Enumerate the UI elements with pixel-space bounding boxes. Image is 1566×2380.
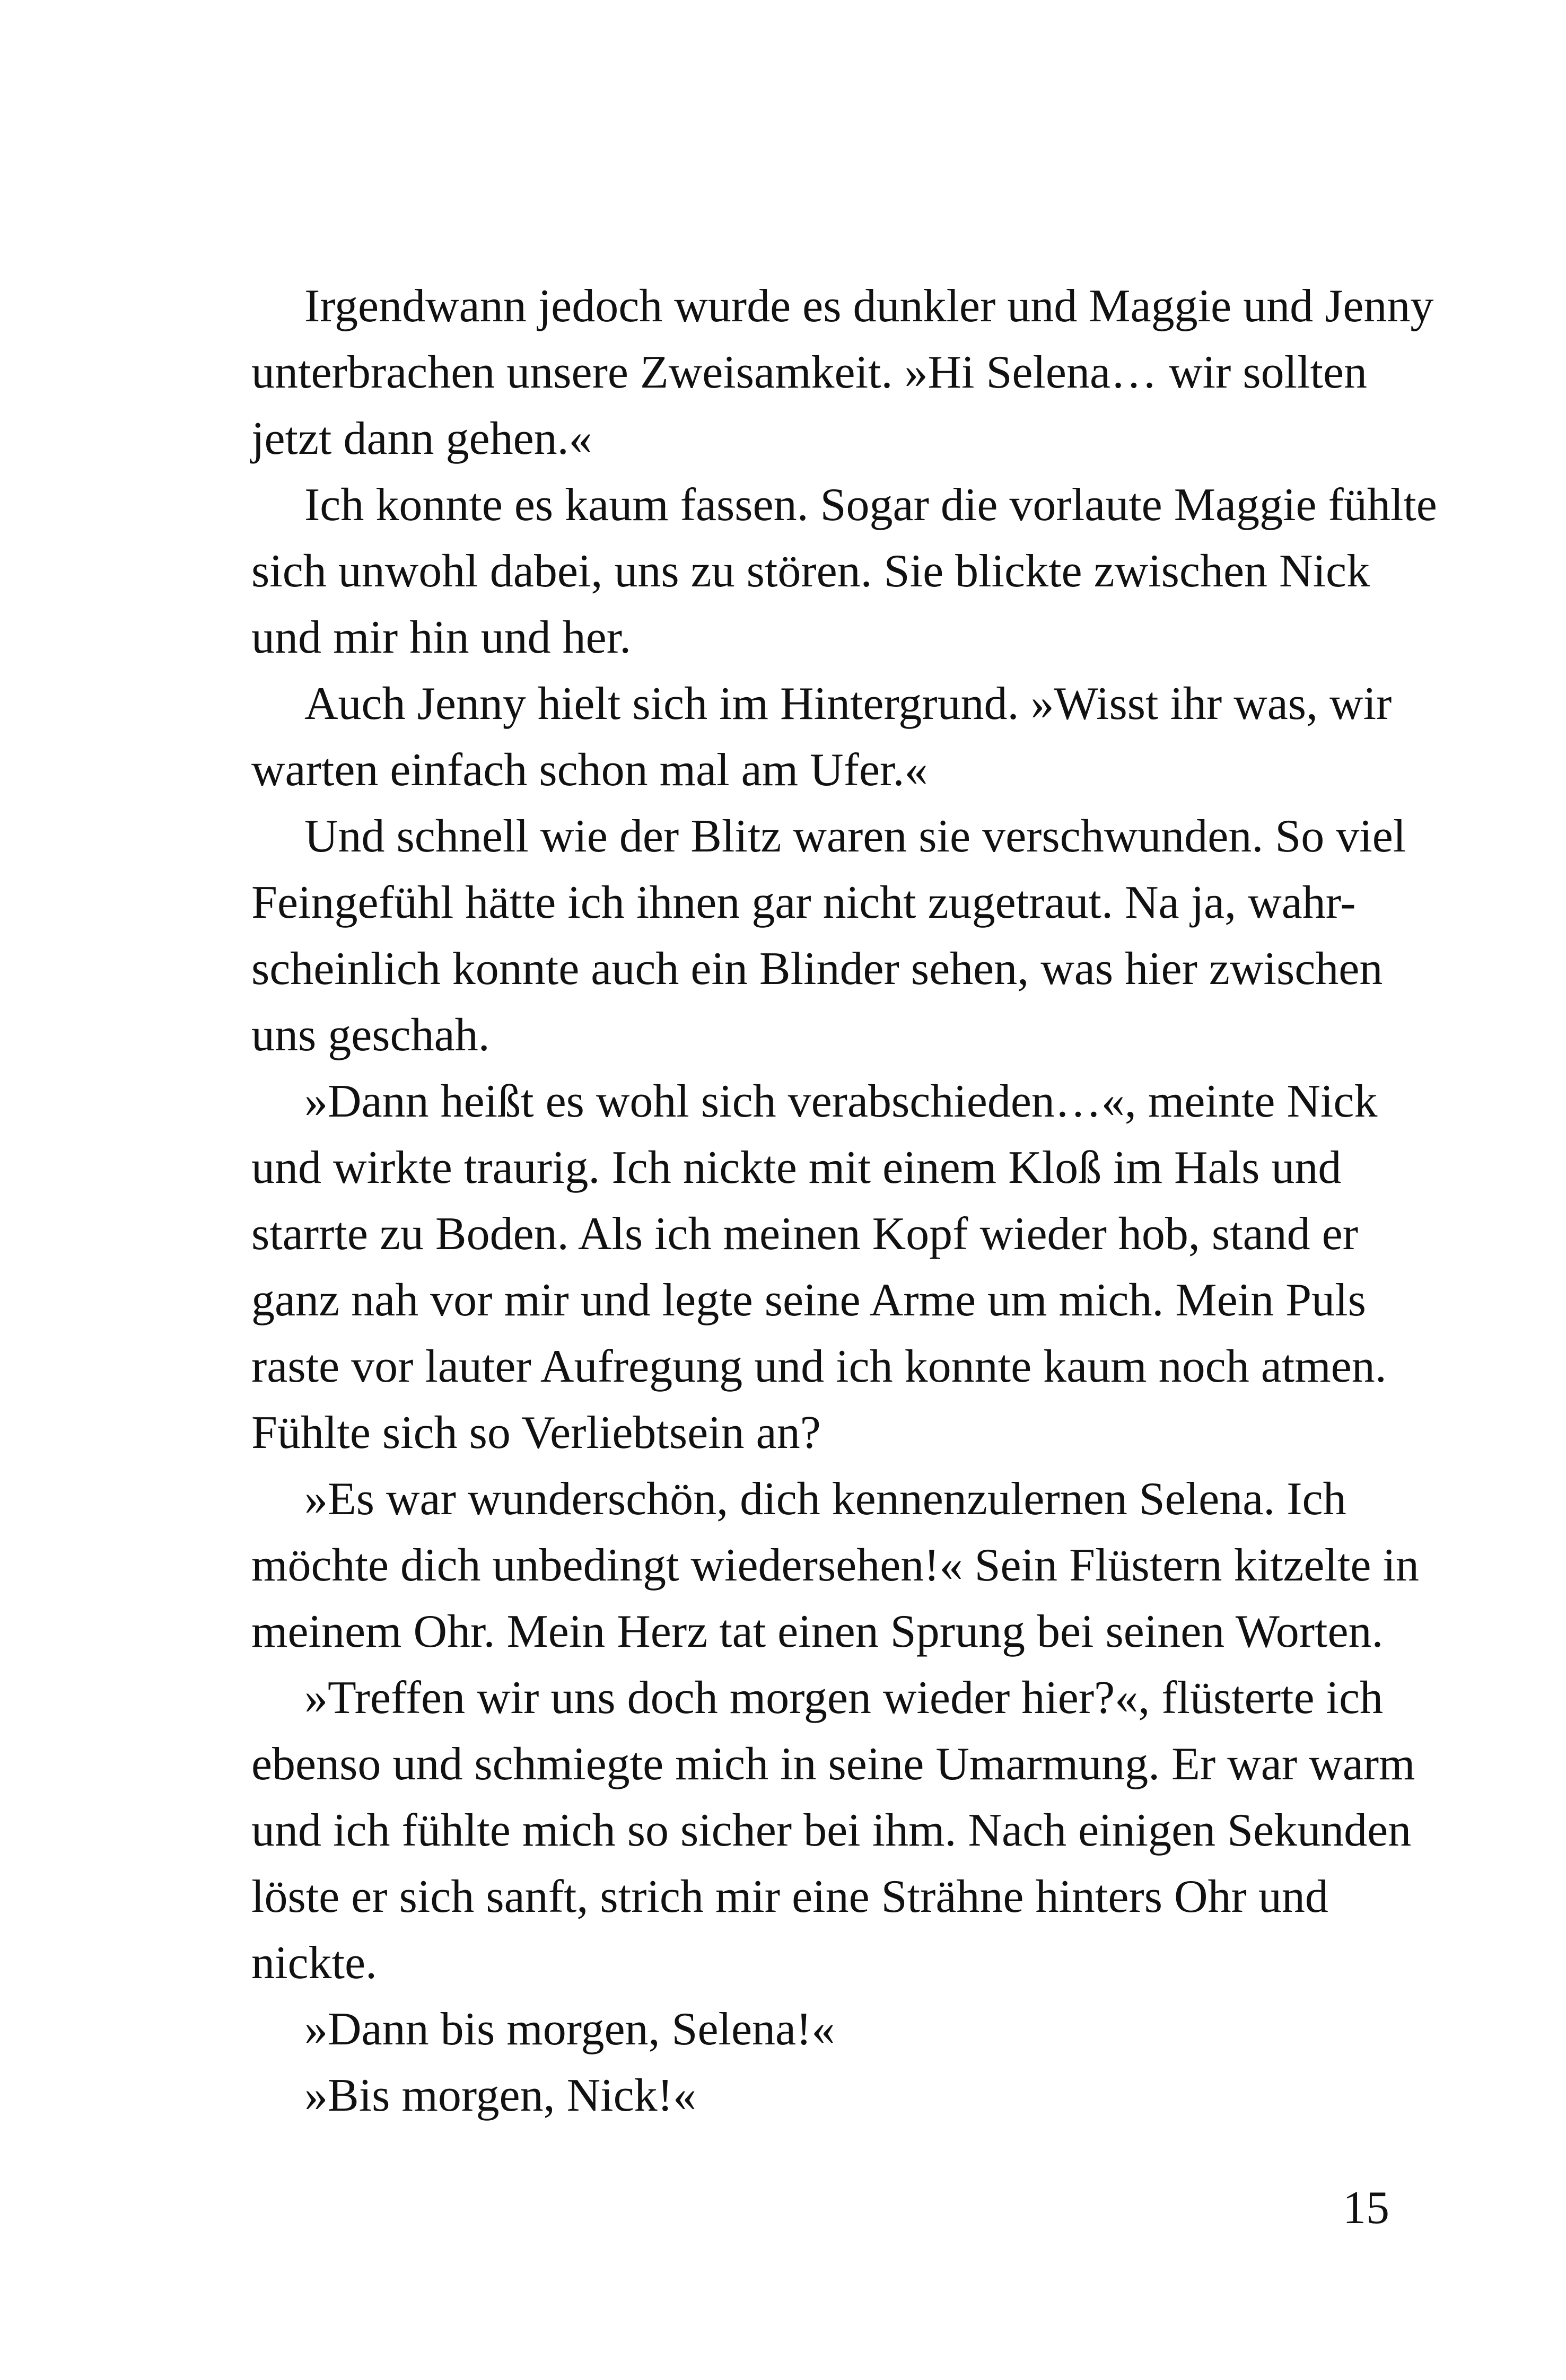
text-line: ganz nah vor mir und legte seine Arme um mich. Mein Puls — [251, 1275, 1366, 1326]
text-line: »Dann bis morgen, Selena!« — [304, 2004, 835, 2055]
body-text — [251, 273, 1437, 2129]
text-line: raste vor lauter Aufregung und ich konnte kaum noch atmen. — [251, 1341, 1387, 1392]
text-line: Fühlte sich so Verliebtsein an? — [251, 1407, 821, 1459]
text-line: löste er sich sanft, strich mir eine Strähne hinters Ohr und — [251, 1871, 1328, 1922]
text-line: »Dann heißt es wohl sich verabschieden…«, meinte Nick — [304, 1076, 1378, 1127]
text-line: jetzt dann gehen.« — [251, 413, 592, 464]
text-line: Ich konnte es kaum fassen. Sogar die vorlaute Maggie fühlte — [304, 479, 1437, 531]
text-line: meinem Ohr. Mein Herz tat einen Sprung bei seinen Worten. — [251, 1606, 1384, 1657]
text-line: Und schnell wie der Blitz waren sie verschwunden. So viel — [304, 811, 1406, 862]
text-line: warten einfach schon mal am Ufer.« — [251, 744, 928, 796]
text-line: unterbrachen unsere Zweisamkeit. »Hi Selena… wir sollten — [251, 347, 1368, 398]
text-line: möchte dich unbedingt wiedersehen!« Sein Flüstern kitzelte in — [251, 1540, 1419, 1591]
text-line: nickte. — [251, 1937, 378, 1989]
text-line: Irgendwann jedoch wurde es dunkler und Maggie und Jenny — [304, 280, 1434, 332]
text-line: »Bis morgen, Nick!« — [304, 2070, 696, 2121]
text-line: »Treffen wir uns doch morgen wieder hier?«, flüsterte ich — [304, 1672, 1384, 1724]
page-number: 15 — [1343, 2182, 1389, 2234]
text-line: uns geschah. — [251, 1009, 490, 1061]
text-line: »Es war wunderschön, dich kennenzulernen Selena. Ich — [304, 1473, 1346, 1525]
text-line: und mir hin und her. — [251, 612, 632, 663]
text-line: ebenso und schmiegte mich in seine Umarmung. Er war warm — [251, 1738, 1415, 1790]
text-line: und wirkte traurig. Ich nickte mit einem Kloß im Hals und — [251, 1142, 1342, 1193]
text-line: scheinlich konnte auch ein Blinder sehen, was hier zwischen — [251, 943, 1383, 995]
text-line: und ich fühlte mich so sicher bei ihm. Nach einigen Sekunden — [251, 1805, 1412, 1856]
text-line: Feingefühl hätte ich ihnen gar nicht zugetraut. Na ja, wahr- — [251, 877, 1356, 928]
text-line: starrte zu Boden. Als ich meinen Kopf wieder hob, stand er — [251, 1208, 1358, 1260]
text-line: Auch Jenny hielt sich im Hintergrund. »Wisst ihr was, wir — [304, 678, 1392, 730]
text-line: sich unwohl dabei, uns zu stören. Sie blickte zwischen Nick — [251, 546, 1370, 597]
